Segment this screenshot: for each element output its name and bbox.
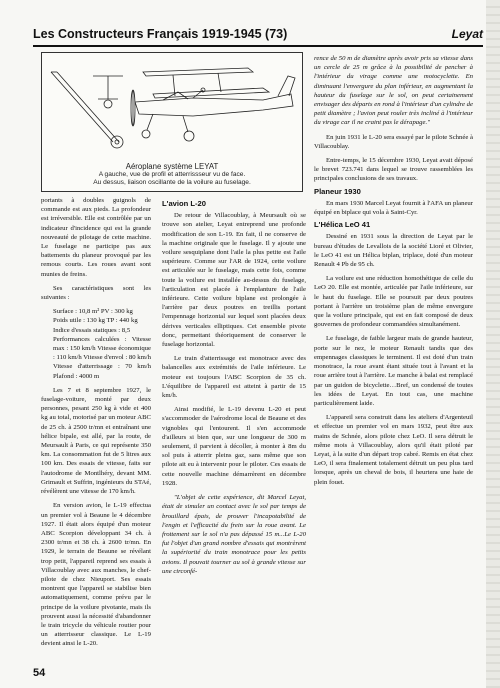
col3-para-7: L'appareil sera construit dans les ateliers d'Argenteuil et effectue un premier vol en mars 1932, peut être aux mains de Schnée, alors pilote chez LeO. Il sera détruit le même mois à Villacoublay, alors qu'il était piloté par Leyat, à la suite d'un départ trop cabré. Remis en état chez LeO, il sera finalement totalement détruit un peu plus tard lorsque, après un cheval de bois, il heurtera une haie de plein fouet. xyxy=(314,414,473,486)
caption-title: Aéroplane système LEYAT xyxy=(125,162,219,171)
caption-line-3: Au dessus, liaison oscillante de la voilure au fuselage. xyxy=(93,179,251,186)
section-heading-leo41: L'Hélica LeO 41 xyxy=(314,220,371,230)
aircraft-schematic xyxy=(43,54,301,158)
binder-edge xyxy=(486,0,500,688)
col2-para-2: Le train d'atterrissage est monotrace avec des balancelles aux extrémités de l'aile inférieure. Le moteur est toujours l'ABC Scorpion de 35 ch. L'équilibre de l'appareil est atteint à partir de 15 km/h. xyxy=(162,355,306,400)
column-3 xyxy=(314,54,473,487)
caption-line-2: A gauche, vue de profil et atterrissseur vu de face. xyxy=(98,171,246,178)
col2-quote: "L'objet de cette expérience, dit Marcel Leyat, était de simuler un contact avec le sol par temps de brouillard épais, de prouver l'incapotabilité de l'engin et l'efficacité du frein sur la roue avant. Le frottement sur le sol n'a pas dépassé 15 m...Le L-20 fut l'objet d'un grand nombre d'essais qui montrèrent la supériorité du train monotrace pour les petits avions. Il pouvait tourner au sol à grande vitesse sur une circonfé- xyxy=(162,494,306,575)
col2-para-1: De retour de Villacoublay, à Meursault où se trouve son atelier, Leyat entreprend une profonde modification de son L-19. En fait, il ne conserve de la machine originale que le fuselage. Il y ajoute une voilure sesquiplane dont l'aile la plus petite est l'aile supérieure. Comme sur l'AR de 1924, cette voilure est articulée sur le fuselage, mais cette fois, comme toute la voilure est installée au-dessus du fuselage, l'articulation est placée à l'emplanture de l'aile inférieure. Cette voilure biplane est prolongée à l'arrière par deux poutres en treillis portant l'empennage horizontal sur lequel sont placées deux dérives verticales elliptiques. Cet ensemble pivote donc, permettant théoriquement de conserver le fuselage horizontal. xyxy=(162,212,306,349)
col1-para-4: En version avion, le L-19 effectua un premier vol à Beaune le 4 décembre 1927. Il était alors équipé d'un moteur ABC Scorpion développant 34 ch. à 2300 tr/mn et 38 ch. à 2600 tr/mn. En 1929, le terrain de Beaune se révélant trop petit, l'appareil reprend ses essais à Villacoublay avec aux manches, le chef-pilote de chez Nieuport. Ses essais montrent que l'appareil se stabilise bien automatiquement, comme prévu par le principe de la voilure pivotante, mais ils prouvent aussi la nécessité d'abandonner le train tricycle du véhicule routier pour un atterrisseur classique. Le L-19 devient ainsi le L-20. xyxy=(41,502,151,648)
col3-para-4: Dessiné en 1931 sous la direction de Leyat par le bureau d'études de Levallois de la société Lioré et Olivier, le LeO 41 est un Hélica biplan, triplace, doté d'un moteur Renault 4 Pb de 95 ch. xyxy=(314,233,473,269)
spec-performance: Performances calculées : Vitesse max : 150 km/h Vitesse économique : 110 km/h Vitesse d'envol : 80 km/h Vitesse d'atterrissage : 70 km/h Plafond : 4000 m xyxy=(53,335,151,380)
figure-caption xyxy=(42,163,302,187)
header-section: Leyat xyxy=(451,27,483,41)
spec-surface: Surface : 10,8 m² PV : 300 kg xyxy=(53,308,133,316)
section-heading-l20: L'avion L-20 xyxy=(162,199,207,208)
column-2 xyxy=(162,196,306,576)
spec-weight: Poids utile : 130 kg TP : 440 kg xyxy=(53,317,138,325)
col1-para-1: portants à doubles guignols de commande est aux pieds. La profondeur est irréversible. Elle est contrôlée par un indicateur d'incidence qui est la grande nouveauté de pilotage de cette machine. Le fuselage ne participe pas aux battements du planeur provoqué par les remous courts. Les roues avant sont munies de freins. xyxy=(41,197,151,278)
header-title: Les Constructeurs Français 1919-1945 (73) xyxy=(33,27,288,41)
col1-para-2: Ses caractéristiques sont les suivantes : xyxy=(41,284,151,302)
col3-para-3: En mars 1930 Marcel Leyat fournit à l'AFA un planeur équipé en biplace qui vola à Saint-Cyr. xyxy=(314,199,473,217)
col2-para-3: Ainsi modifié, le L-19 devenu L-20 et peut s'accommoder de l'aérodrome local de Beaune et des vignobles qui l'entourent. Il s'en accommode d'ailleurs si bien que, sur une longueur de 300 m seulement, il parvient à décoller, à monter à 8m du sol puis à atterrir pleins gaz, sans même que son pilote ait eu à intervenir pour le piloter. Ces essais de cette nouvelle machine démarrèrent en décembre 1928. xyxy=(162,406,306,487)
spec-index: Indice d'essais statiques : 8,5 xyxy=(53,326,131,334)
column-1 xyxy=(41,196,151,649)
col3-para-2: Entre-temps, le 15 décembre 1930, Leyat avait déposé le brevet 723.741 dans lequel se trouve rassemblées les principales conclusions de ses travaux. xyxy=(314,157,473,183)
section-heading-planeur: Planeur 1930 xyxy=(314,186,361,196)
col3-quote-continued: rence de 50 m de diamètre après avoir pris sa vitesse dans un cercle de 25 m grâce à la possibilité de pencher à l'intérieur du virage comme une motocyclette. En diminuant l'envergure du plan inférieur, en augmentant la hauteur du fuselage sur le sol, on peut certainement envisager des départs en rond à l'intérieur d'un cylindre de petit diamètre ; l'avion peut rouler très incliné à l'intérieur du virage car il ne craint pas le dérapage." xyxy=(314,55,473,127)
figure-drawing xyxy=(41,52,303,192)
col3-para-1: En juin 1931 le L-20 sera essayé par le pilote Schnée à Villacoublay. xyxy=(314,133,473,150)
page-header xyxy=(33,27,483,43)
col3-para-6: Le fuselage, de faible largeur mais de grande hauteur, porte sur le nez, le moteur Renault tandis que des empennages classiques le terminent. Il est doté d'un train monotrace, la roue avant étant située tout à l'avant et la roue arrière tout à l'arrière. Le manche à balai est remplacé par un guidon de bicyclette…Bref, un condensé de toutes les idées de Leyat. En tout cas, une machine particulièrement laide. xyxy=(314,335,473,407)
col1-para-3: Les 7 et 8 septembre 1927, le fuselage-voiture, monté par deux personnes, pesant 250 kg à vide et 400 kg au total, motorisé par un moteur ABC de 25 ch. à 2500 tr/mn et entraînant une hélice bipale, est allé, par la route, de Meursault à Paris, ce qui représente 350 km. La consommation fut de 5 litres aux 100 km. Des essais de vitesse, faits sur l'autodrome de Montlhéry, devant MM. Grimault et Suffrin, ingénieurs du STAé, révélèrent une vitesse de 170 km/h. xyxy=(41,386,151,496)
page-number: 54 xyxy=(33,667,46,679)
header-rule xyxy=(33,45,483,47)
col3-para-5: La voilure est une réduction homothétique de celle du LeO 20. Elle est montée, articulée par l'aile inférieure, sur le haut du fuselage. Elle se poursuit par deux poutres portant à l'arrière un troisième plan de même envergure que la voilure principale, qui est en fait composé de deux gouvernes de profondeur commandées simultanément. xyxy=(314,275,473,329)
